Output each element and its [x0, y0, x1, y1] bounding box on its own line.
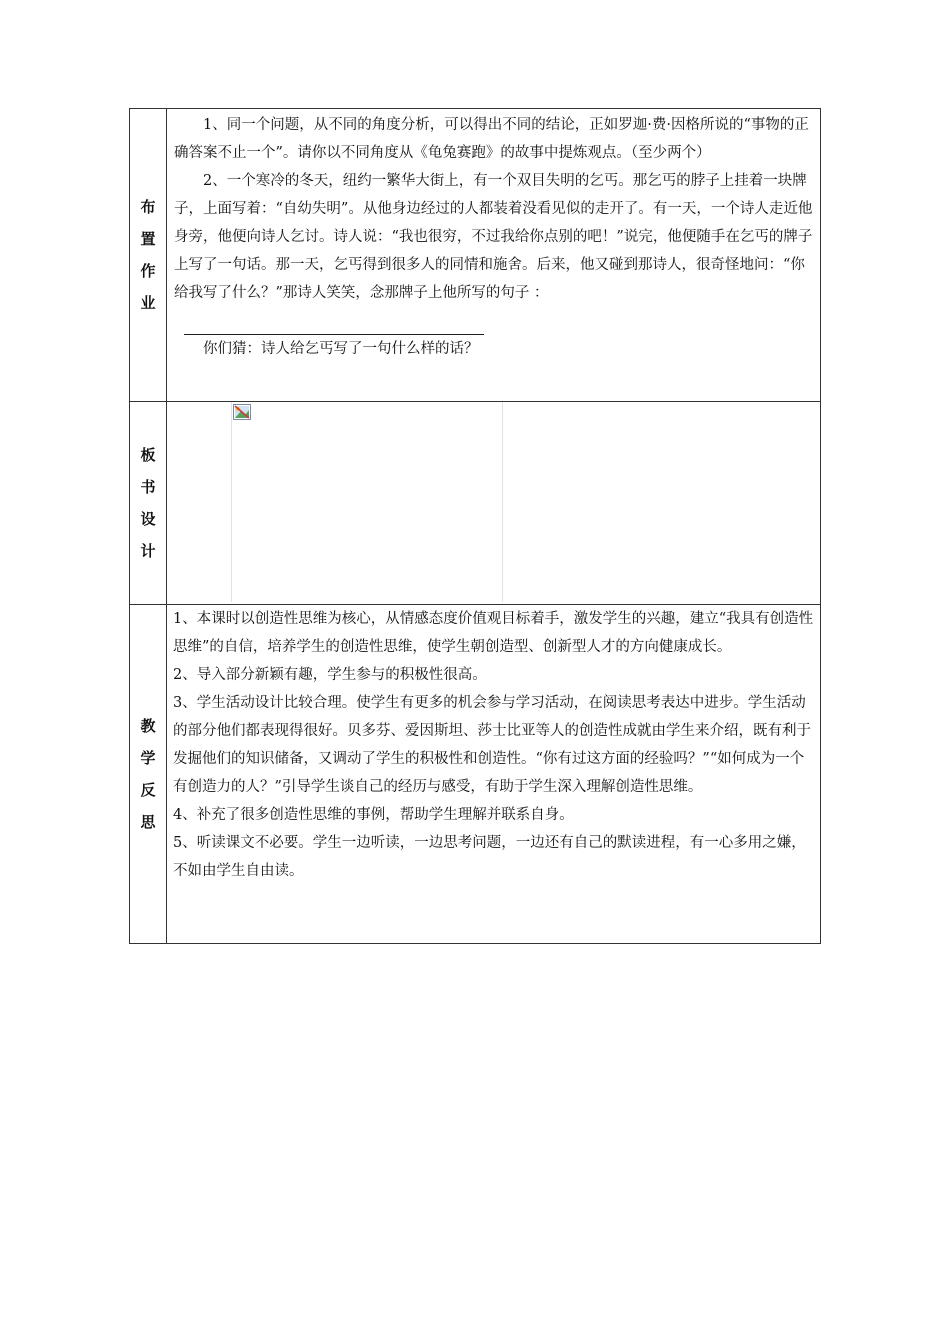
reflection-item: 2、导入部分新颖有趣，学生参与的积极性很高。 — [173, 667, 487, 683]
reflection-row — [130, 605, 821, 944]
label-char: 计 — [140, 542, 156, 560]
label-char: 布 — [140, 198, 156, 216]
label-char: 书 — [140, 478, 156, 496]
label-char: 学 — [140, 749, 156, 767]
label-char: 思 — [140, 813, 156, 831]
label-char: 设 — [140, 510, 156, 528]
broken-image-icon — [233, 404, 251, 420]
board-frame — [231, 402, 503, 602]
reflection-content — [167, 605, 821, 944]
label-char: 作 — [140, 262, 156, 280]
board-content — [167, 402, 821, 605]
homework-item-2-text: 2、一个寒冷的冬天，纽约一繁华大街上，有一个双目失明的乞丐。那乞丐的脖子上挂着一块牌子，上面写着：“自幼失明”。从他身边经过的人都装着没看见似的走开了。有一天，一个诗人走近他身旁，他便向诗人乞讨。诗人说：“我也很穷，不过我给你点别的吧！”说完，他便随手在乞丐的牌子上写了一句话。那一天，乞丐得到很多人的同情和施舍。后来，他又碰到那诗人，很奇怪地问：“你给我写了什么？”那诗人笑笑，念那牌子上他所写的句子 ： — [174, 173, 813, 301]
label-char: 业 — [140, 294, 156, 312]
label-char: 教 — [140, 717, 156, 735]
homework-question: 你们猜：诗人给乞丐写了一句什么样的话？ — [203, 341, 479, 357]
homework-content — [167, 109, 821, 402]
label-char: 置 — [140, 230, 156, 248]
board-row — [130, 402, 821, 605]
answer-blank-line — [184, 316, 484, 335]
reflection-item: 4、补充了很多创造性思维的事例，帮助学生理解并联系自身。 — [173, 807, 574, 823]
reflection-item: 5、听读课文不必要。学生一边听读，一边思考问题，一边还有自己的默读进程，有一心多用之嫌，不如由学生自由读。 — [173, 835, 806, 879]
board-label — [130, 402, 167, 605]
reflection-item: 3、学生活动设计比较合理。使学生有更多的机会参与学习活动，在阅读思考表达中进步。学生活动的部分他们都表现得很好。贝多芬、爱因斯坦、莎士比亚等人的创造性成就由学生来介绍，既有利于发掘他们的知识储备，又调动了学生的积极性和创造性。“你有过这方面的经验吗？”“如何成为一个有创造力的人？”引导学生谈自己的经历与感受，有助于学生深入理解创造性思维。 — [173, 695, 811, 795]
label-char: 板 — [140, 446, 156, 464]
homework-label — [130, 109, 167, 402]
homework-item-2 — [174, 167, 816, 335]
homework-item-1: 1、同一个问题，从不同的角度分析，可以得出不同的结论，正如罗迦·费·因格所说的“事物的正确答案不止一个”。请你以不同角度从《龟兔赛跑》的故事中提炼观点。（至少两个） — [174, 117, 809, 161]
board-area — [167, 402, 820, 604]
homework-row — [130, 109, 821, 402]
lesson-plan-table — [129, 108, 821, 944]
reflection-label — [130, 605, 167, 944]
label-char: 反 — [140, 781, 156, 799]
reflection-item: 1、本课时以创造性思维为核心，从情感态度价值观目标着手，激发学生的兴趣，建立“我具有创造性思维”的自信，培养学生的创造性思维，使学生朝创造型、创新型人才的方向健康成长。 — [173, 611, 814, 655]
